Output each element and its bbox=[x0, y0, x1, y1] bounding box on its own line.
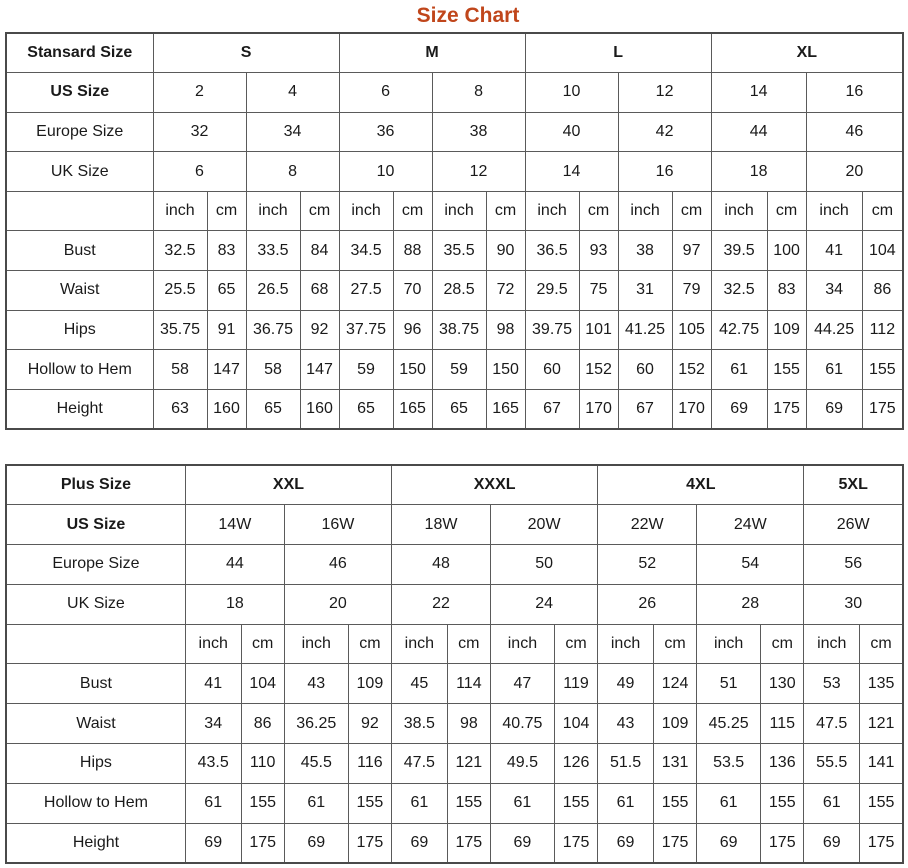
measurement-row bbox=[6, 823, 903, 863]
measurement-value: 155 bbox=[241, 783, 284, 823]
measurement-value: 175 bbox=[767, 389, 806, 429]
measurement-value: 91 bbox=[207, 310, 246, 350]
measurement-value: 155 bbox=[447, 783, 490, 823]
unit-inch-cell: inch bbox=[618, 191, 672, 231]
measurement-row bbox=[6, 664, 903, 704]
measurement-value: 60 bbox=[618, 350, 672, 390]
uk-size-cell: 18 bbox=[711, 152, 806, 192]
measurement-label: Bust bbox=[6, 664, 185, 704]
measurement-value: 98 bbox=[486, 310, 525, 350]
measurement-value: 112 bbox=[862, 310, 903, 350]
measurement-value: 155 bbox=[767, 350, 806, 390]
measurement-value: 47 bbox=[490, 664, 554, 704]
unit-cm-cell: cm bbox=[579, 191, 618, 231]
measurement-label: Waist bbox=[6, 704, 185, 744]
us-size-cell: 10 bbox=[525, 73, 618, 113]
unit-cm-cell: cm bbox=[761, 624, 804, 664]
uk-size-cell: 20 bbox=[806, 152, 903, 192]
measurement-value: 47.5 bbox=[392, 744, 448, 784]
size-label: XXL bbox=[185, 465, 391, 505]
measurement-value: 55.5 bbox=[804, 744, 860, 784]
measurement-value: 34 bbox=[806, 271, 862, 311]
measurement-value: 126 bbox=[554, 744, 597, 784]
us-size-cell: 16W bbox=[284, 505, 391, 545]
unit-inch-cell: inch bbox=[339, 191, 393, 231]
row-label: Europe Size bbox=[6, 545, 185, 585]
measurement-value: 105 bbox=[672, 310, 711, 350]
unit-cm-cell: cm bbox=[672, 191, 711, 231]
measurement-value: 69 bbox=[806, 389, 862, 429]
measurement-value: 93 bbox=[579, 231, 618, 271]
unit-inch-cell: inch bbox=[697, 624, 761, 664]
measurement-value: 109 bbox=[767, 310, 806, 350]
measurement-value: 109 bbox=[348, 664, 391, 704]
measurement-value: 175 bbox=[860, 823, 903, 863]
measurement-value: 61 bbox=[598, 783, 654, 823]
europe-size-cell: 42 bbox=[618, 112, 711, 152]
measurement-value: 86 bbox=[241, 704, 284, 744]
measurement-value: 38.5 bbox=[392, 704, 448, 744]
measurement-value: 141 bbox=[860, 744, 903, 784]
measurement-value: 119 bbox=[554, 664, 597, 704]
measurement-value: 27.5 bbox=[339, 271, 393, 311]
unit-cm-cell: cm bbox=[862, 191, 903, 231]
measurement-value: 43 bbox=[598, 704, 654, 744]
measurement-value: 36.75 bbox=[246, 310, 300, 350]
measurement-label: Waist bbox=[6, 271, 153, 311]
measurement-row bbox=[6, 744, 903, 784]
measurement-value: 61 bbox=[185, 783, 241, 823]
measurement-value: 69 bbox=[392, 823, 448, 863]
uk-size-cell: 28 bbox=[697, 584, 804, 624]
us-size-cell: 14W bbox=[185, 505, 284, 545]
measurement-value: 58 bbox=[153, 350, 207, 390]
measurement-value: 135 bbox=[860, 664, 903, 704]
unit-cm-cell: cm bbox=[348, 624, 391, 664]
size-label: M bbox=[339, 33, 525, 73]
unit-inch-cell: inch bbox=[392, 624, 448, 664]
measurement-value: 160 bbox=[207, 389, 246, 429]
measurement-value: 65 bbox=[246, 389, 300, 429]
measurement-value: 155 bbox=[653, 783, 696, 823]
europe-size-cell: 46 bbox=[806, 112, 903, 152]
measurement-value: 130 bbox=[761, 664, 804, 704]
size-label: XL bbox=[711, 33, 903, 73]
measurement-value: 59 bbox=[339, 350, 393, 390]
uk-size-cell: 8 bbox=[246, 152, 339, 192]
unit-cm-cell: cm bbox=[554, 624, 597, 664]
measurement-value: 38 bbox=[618, 231, 672, 271]
europe-size-cell: 32 bbox=[153, 112, 246, 152]
row-label: Europe Size bbox=[6, 112, 153, 152]
measurement-value: 175 bbox=[862, 389, 903, 429]
measurement-row bbox=[6, 350, 903, 390]
measurement-value: 101 bbox=[579, 310, 618, 350]
europe-size-cell: 52 bbox=[598, 545, 697, 585]
measurement-value: 92 bbox=[300, 310, 339, 350]
europe-size-cell: 48 bbox=[392, 545, 491, 585]
measurement-value: 36.5 bbox=[525, 231, 579, 271]
measurement-value: 42.75 bbox=[711, 310, 767, 350]
uk-size-cell: 24 bbox=[490, 584, 597, 624]
size-label: XXXL bbox=[392, 465, 598, 505]
measurement-value: 37.75 bbox=[339, 310, 393, 350]
unit-inch-cell: inch bbox=[432, 191, 486, 231]
measurement-value: 150 bbox=[393, 350, 432, 390]
measurement-value: 65 bbox=[432, 389, 486, 429]
measurement-value: 160 bbox=[300, 389, 339, 429]
measurement-value: 69 bbox=[185, 823, 241, 863]
measurement-value: 61 bbox=[806, 350, 862, 390]
uk-size-cell: 18 bbox=[185, 584, 284, 624]
measurement-row bbox=[6, 783, 903, 823]
us-size-row bbox=[6, 505, 903, 545]
measurement-row bbox=[6, 704, 903, 744]
measurement-value: 51.5 bbox=[598, 744, 654, 784]
unit-inch-cell: inch bbox=[804, 624, 860, 664]
measurement-value: 61 bbox=[711, 350, 767, 390]
measurement-value: 152 bbox=[579, 350, 618, 390]
size-header-row bbox=[6, 33, 903, 73]
size-label: L bbox=[525, 33, 711, 73]
europe-size-cell: 46 bbox=[284, 545, 391, 585]
measurement-value: 115 bbox=[761, 704, 804, 744]
measurement-value: 26.5 bbox=[246, 271, 300, 311]
us-size-cell: 18W bbox=[392, 505, 491, 545]
measurement-value: 60 bbox=[525, 350, 579, 390]
europe-size-cell: 56 bbox=[804, 545, 903, 585]
uk-size-cell: 22 bbox=[392, 584, 491, 624]
measurement-value: 165 bbox=[393, 389, 432, 429]
measurement-value: 131 bbox=[653, 744, 696, 784]
measurement-label: Height bbox=[6, 389, 153, 429]
unit-cm-cell: cm bbox=[653, 624, 696, 664]
row-label: Stansard Size bbox=[6, 33, 153, 73]
europe-size-cell: 36 bbox=[339, 112, 432, 152]
measurement-value: 104 bbox=[241, 664, 284, 704]
measurement-value: 34.5 bbox=[339, 231, 393, 271]
measurement-value: 41 bbox=[806, 231, 862, 271]
measurement-value: 31 bbox=[618, 271, 672, 311]
measurement-label: Hips bbox=[6, 744, 185, 784]
row-label-empty bbox=[6, 191, 153, 231]
measurement-value: 109 bbox=[653, 704, 696, 744]
uk-size-row bbox=[6, 584, 903, 624]
uk-size-cell: 30 bbox=[804, 584, 903, 624]
measurement-value: 152 bbox=[672, 350, 711, 390]
measurement-value: 32.5 bbox=[711, 271, 767, 311]
size-label: S bbox=[153, 33, 339, 73]
europe-size-row bbox=[6, 545, 903, 585]
measurement-value: 69 bbox=[490, 823, 554, 863]
measurement-value: 155 bbox=[860, 783, 903, 823]
us-size-row bbox=[6, 73, 903, 113]
us-size-cell: 4 bbox=[246, 73, 339, 113]
measurement-value: 124 bbox=[653, 664, 696, 704]
measurement-label: Hollow to Hem bbox=[6, 783, 185, 823]
measurement-value: 165 bbox=[486, 389, 525, 429]
unit-inch-cell: inch bbox=[246, 191, 300, 231]
measurement-value: 97 bbox=[672, 231, 711, 271]
row-label: Plus Size bbox=[6, 465, 185, 505]
measurement-value: 40.75 bbox=[490, 704, 554, 744]
uk-size-cell: 16 bbox=[618, 152, 711, 192]
measurement-value: 41 bbox=[185, 664, 241, 704]
unit-inch-cell: inch bbox=[284, 624, 348, 664]
size-label: 5XL bbox=[804, 465, 903, 505]
measurement-value: 45.5 bbox=[284, 744, 348, 784]
measurement-value: 49 bbox=[598, 664, 654, 704]
measurement-value: 170 bbox=[579, 389, 618, 429]
europe-size-cell: 44 bbox=[711, 112, 806, 152]
uk-size-cell: 6 bbox=[153, 152, 246, 192]
us-size-cell: 14 bbox=[711, 73, 806, 113]
unit-cm-cell: cm bbox=[241, 624, 284, 664]
size-chart-title: Size Chart bbox=[416, 4, 520, 27]
measurement-value: 67 bbox=[618, 389, 672, 429]
measurement-value: 61 bbox=[490, 783, 554, 823]
measurement-value: 175 bbox=[241, 823, 284, 863]
measurement-value: 121 bbox=[447, 744, 490, 784]
units-row bbox=[6, 191, 903, 231]
measurement-value: 96 bbox=[393, 310, 432, 350]
measurement-value: 43.5 bbox=[185, 744, 241, 784]
measurement-value: 150 bbox=[486, 350, 525, 390]
measurement-value: 47.5 bbox=[804, 704, 860, 744]
unit-cm-cell: cm bbox=[486, 191, 525, 231]
measurement-value: 79 bbox=[672, 271, 711, 311]
uk-size-cell: 20 bbox=[284, 584, 391, 624]
measurement-label: Height bbox=[6, 823, 185, 863]
measurement-value: 104 bbox=[554, 704, 597, 744]
measurement-value: 35.5 bbox=[432, 231, 486, 271]
measurement-value: 104 bbox=[862, 231, 903, 271]
measurement-label: Hollow to Hem bbox=[6, 350, 153, 390]
measurement-value: 175 bbox=[447, 823, 490, 863]
measurement-value: 83 bbox=[207, 231, 246, 271]
measurement-value: 75 bbox=[579, 271, 618, 311]
measurement-value: 155 bbox=[761, 783, 804, 823]
size-label: 4XL bbox=[598, 465, 804, 505]
measurement-value: 70 bbox=[393, 271, 432, 311]
measurement-value: 69 bbox=[697, 823, 761, 863]
unit-inch-cell: inch bbox=[598, 624, 654, 664]
measurement-value: 175 bbox=[761, 823, 804, 863]
measurement-value: 147 bbox=[207, 350, 246, 390]
europe-size-cell: 50 bbox=[490, 545, 597, 585]
europe-size-cell: 38 bbox=[432, 112, 525, 152]
measurement-value: 116 bbox=[348, 744, 391, 784]
unit-cm-cell: cm bbox=[860, 624, 903, 664]
measurement-value: 51 bbox=[697, 664, 761, 704]
measurement-value: 155 bbox=[554, 783, 597, 823]
measurement-value: 39.75 bbox=[525, 310, 579, 350]
uk-size-cell: 10 bbox=[339, 152, 432, 192]
measurement-value: 36.25 bbox=[284, 704, 348, 744]
us-size-cell: 16 bbox=[806, 73, 903, 113]
measurement-value: 175 bbox=[554, 823, 597, 863]
measurement-value: 72 bbox=[486, 271, 525, 311]
measurement-value: 38.75 bbox=[432, 310, 486, 350]
measurement-value: 61 bbox=[697, 783, 761, 823]
unit-cm-cell: cm bbox=[767, 191, 806, 231]
measurement-value: 53.5 bbox=[697, 744, 761, 784]
unit-cm-cell: cm bbox=[447, 624, 490, 664]
measurement-row bbox=[6, 231, 903, 271]
measurement-value: 155 bbox=[862, 350, 903, 390]
measurement-value: 65 bbox=[207, 271, 246, 311]
measurement-label: Bust bbox=[6, 231, 153, 271]
us-size-cell: 26W bbox=[804, 505, 903, 545]
measurement-value: 114 bbox=[447, 664, 490, 704]
measurement-value: 170 bbox=[672, 389, 711, 429]
measurement-value: 34 bbox=[185, 704, 241, 744]
measurement-value: 98 bbox=[447, 704, 490, 744]
size-header-row bbox=[6, 465, 903, 505]
measurement-value: 68 bbox=[300, 271, 339, 311]
measurement-value: 53 bbox=[804, 664, 860, 704]
measurement-value: 110 bbox=[241, 744, 284, 784]
uk-size-cell: 14 bbox=[525, 152, 618, 192]
measurement-value: 45 bbox=[392, 664, 448, 704]
measurement-row bbox=[6, 271, 903, 311]
measurement-value: 49.5 bbox=[490, 744, 554, 784]
measurement-value: 155 bbox=[348, 783, 391, 823]
row-label: UK Size bbox=[6, 152, 153, 192]
measurement-value: 69 bbox=[598, 823, 654, 863]
measurement-value: 59 bbox=[432, 350, 486, 390]
measurement-value: 175 bbox=[348, 823, 391, 863]
measurement-value: 121 bbox=[860, 704, 903, 744]
measurement-value: 65 bbox=[339, 389, 393, 429]
uk-size-row bbox=[6, 152, 903, 192]
measurement-value: 61 bbox=[392, 783, 448, 823]
measurement-value: 100 bbox=[767, 231, 806, 271]
measurement-value: 88 bbox=[393, 231, 432, 271]
us-size-cell: 6 bbox=[339, 73, 432, 113]
europe-size-cell: 34 bbox=[246, 112, 339, 152]
measurement-value: 28.5 bbox=[432, 271, 486, 311]
measurement-value: 92 bbox=[348, 704, 391, 744]
measurement-value: 32.5 bbox=[153, 231, 207, 271]
measurement-value: 69 bbox=[284, 823, 348, 863]
row-label: US Size bbox=[6, 505, 185, 545]
measurement-value: 67 bbox=[525, 389, 579, 429]
us-size-cell: 24W bbox=[697, 505, 804, 545]
us-size-cell: 20W bbox=[490, 505, 597, 545]
unit-cm-cell: cm bbox=[300, 191, 339, 231]
measurement-value: 44.25 bbox=[806, 310, 862, 350]
standard-size-table bbox=[5, 32, 904, 430]
uk-size-cell: 26 bbox=[598, 584, 697, 624]
unit-inch-cell: inch bbox=[185, 624, 241, 664]
measurement-value: 25.5 bbox=[153, 271, 207, 311]
measurement-value: 90 bbox=[486, 231, 525, 271]
measurement-value: 33.5 bbox=[246, 231, 300, 271]
row-label: US Size bbox=[6, 73, 153, 113]
unit-inch-cell: inch bbox=[525, 191, 579, 231]
plus-size-table bbox=[5, 464, 904, 864]
unit-cm-cell: cm bbox=[207, 191, 246, 231]
us-size-cell: 8 bbox=[432, 73, 525, 113]
measurement-value: 63 bbox=[153, 389, 207, 429]
europe-size-cell: 40 bbox=[525, 112, 618, 152]
us-size-cell: 2 bbox=[153, 73, 246, 113]
measurement-value: 69 bbox=[804, 823, 860, 863]
measurement-row bbox=[6, 310, 903, 350]
measurement-value: 61 bbox=[804, 783, 860, 823]
europe-size-row bbox=[6, 112, 903, 152]
unit-inch-cell: inch bbox=[153, 191, 207, 231]
measurement-value: 41.25 bbox=[618, 310, 672, 350]
europe-size-cell: 44 bbox=[185, 545, 284, 585]
unit-cm-cell: cm bbox=[393, 191, 432, 231]
measurement-value: 35.75 bbox=[153, 310, 207, 350]
measurement-value: 69 bbox=[711, 389, 767, 429]
us-size-cell: 12 bbox=[618, 73, 711, 113]
us-size-cell: 22W bbox=[598, 505, 697, 545]
unit-inch-cell: inch bbox=[806, 191, 862, 231]
measurement-value: 58 bbox=[246, 350, 300, 390]
measurement-label: Hips bbox=[6, 310, 153, 350]
units-row bbox=[6, 624, 903, 664]
row-label-empty bbox=[6, 624, 185, 664]
measurement-value: 136 bbox=[761, 744, 804, 784]
measurement-value: 61 bbox=[284, 783, 348, 823]
measurement-value: 83 bbox=[767, 271, 806, 311]
row-label: UK Size bbox=[6, 584, 185, 624]
uk-size-cell: 12 bbox=[432, 152, 525, 192]
unit-inch-cell: inch bbox=[490, 624, 554, 664]
measurement-value: 84 bbox=[300, 231, 339, 271]
europe-size-cell: 54 bbox=[697, 545, 804, 585]
measurement-value: 43 bbox=[284, 664, 348, 704]
unit-inch-cell: inch bbox=[711, 191, 767, 231]
measurement-value: 29.5 bbox=[525, 271, 579, 311]
measurement-value: 86 bbox=[862, 271, 903, 311]
measurement-row bbox=[6, 389, 903, 429]
measurement-value: 147 bbox=[300, 350, 339, 390]
measurement-value: 175 bbox=[653, 823, 696, 863]
measurement-value: 45.25 bbox=[697, 704, 761, 744]
measurement-value: 39.5 bbox=[711, 231, 767, 271]
